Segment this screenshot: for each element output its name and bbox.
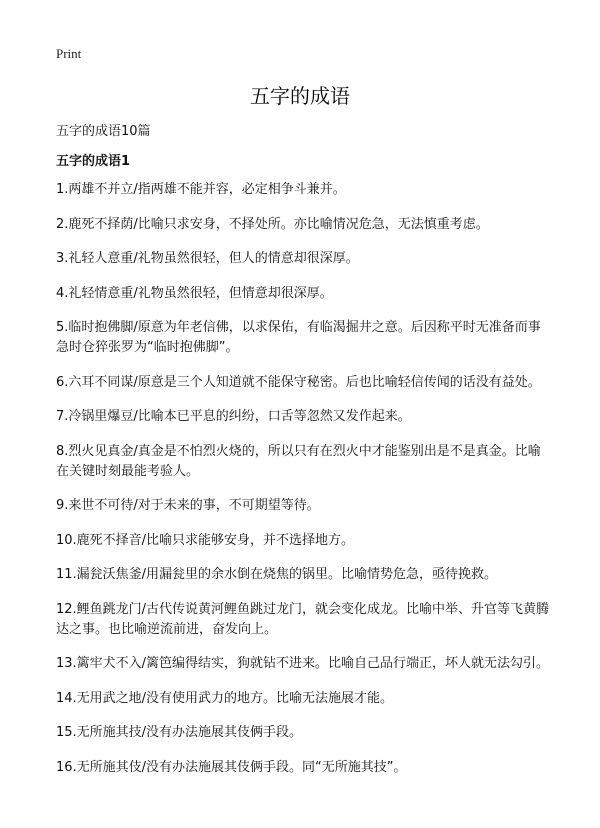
- list-item: 5.临时抱佛脚/原意为年老信佛，以求保佑，有临渴掘井之意。后因称平时无准备而事急时仓猝张罗为“临时抱佛脚”。: [56, 320, 541, 355]
- print-label: Print: [56, 46, 82, 61]
- list-item: 14.无用武之地/没有使用武力的地方。比喻无法施展才能。: [56, 690, 394, 706]
- list-item: 4.礼轻情意重/礼物虽然很轻，但情意却很深厚。: [56, 285, 333, 301]
- list-item: 13.篱牢犬不入/篱笆编得结实，狗就钻不进来。比喻自己品行端正，坏人就无法勾引。: [56, 656, 550, 671]
- list-item: 1.两雄不并立/指两雄不能并容，必定相争斗兼并。: [56, 182, 346, 197]
- list-item: 7.冷锅里爆豆/比喻本已平息的纠纷，口舌等忽然又发作起来。: [56, 409, 411, 424]
- list-item: 8.烈火见真金/真金是不怕烈火烧的，所以只有在烈火中才能鉴别出是不是真金。比喻在关键时刻最能考验人。: [56, 443, 541, 479]
- list-item: 6.六耳不同谋/原意是三个人知道就不能保守秘密。后也比喻轻信传闻的话没有益处。: [56, 374, 541, 390]
- list-item: 10.鹿死不择音/比喻只求能够安身，并不选择地方。: [56, 532, 355, 548]
- list-item: 9.来世不可待/对于未来的事，不可期望等待。: [56, 498, 320, 513]
- list-item: 12.鲤鱼跳龙门/古代传说黄河鲤鱼跳过龙门，就会变化成龙。比喻中举、升官等飞黄腾达之事。也比喻逆流前进，奋发向上。: [56, 601, 550, 637]
- page-title: 五字的成语: [250, 84, 350, 108]
- list-item: 11.漏瓮沃焦釜/用漏瓮里的余水倒在烧焦的锅里。比喻情势危急，亟待挽救。: [56, 567, 498, 582]
- idiom-list: [56, 180, 550, 792]
- list-item: 2.鹿死不择荫/比喻只求安身，不择处所。亦比喻情况危急，无法慎重考虑。: [56, 216, 489, 232]
- list-item: 15.无所施其技/没有办法施展其伎俩手段。: [56, 725, 303, 740]
- list-item: 3.礼轻人意重/礼物虽然很轻，但人的情意却很深厚。: [56, 251, 359, 266]
- list-item: 16.无所施其伎/没有办法施展其伎俩手段。同“无所施其技”。: [56, 759, 407, 775]
- section-heading: 五字的成语1: [56, 154, 131, 169]
- document-subtitle: 五字的成语10篇: [56, 124, 151, 139]
